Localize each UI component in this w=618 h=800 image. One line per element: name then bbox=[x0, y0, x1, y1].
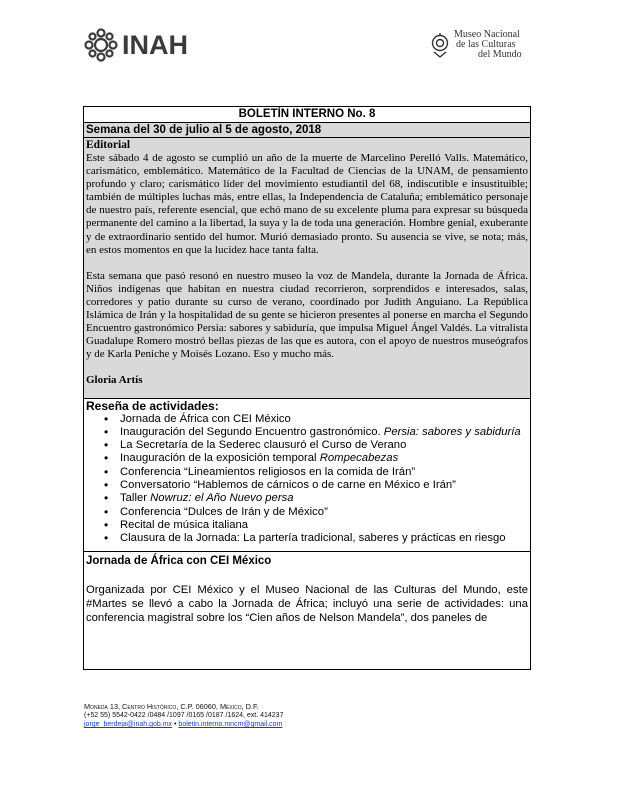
page-footer bbox=[84, 702, 283, 729]
africa-paragraph: Organizada por CEI México y el Museo Nacional de las Culturas del Mundo, este #Martes se llevó a cabo la Jornada de África; incluyó una serie de actividades: una conferencia magistral sobre los “Cien años de Nelson Mandela”, dos paneles de bbox=[86, 584, 528, 624]
activity-item: • Taller Nowruz: el Año Nuevo persa bbox=[108, 492, 528, 505]
activity-item: • Conferencia “Dulces de Irán y de México” bbox=[108, 506, 528, 519]
activity-item: • Jornada de África con CEI México bbox=[108, 413, 528, 426]
resena-heading: Reseña de actividades: bbox=[86, 398, 219, 413]
museo-emblem-icon bbox=[430, 32, 450, 58]
editorial-paragraph-1: Este sábado 4 de agosto se cumplió un año de la muerte de Marcelino Perelló Valls. Matemático, carismático, emblemático. Matemático de la Facultad de Ciencias de la UNAM, de pensamiento profundo y claro; carismático líder del movimiento estudiantil del 68, indiscutible e insustituible; también de múltiples luchas más, entre ellas, la Independencia de Cataluña; emblemático personaje de nuestro país, referente esencial, que echó mano de su excelente pluma para expresar su búsqueda permanente del camino a la libertad, la suya y la de toda una generación. Hombre genial, exuberante y de extraordinario sentido del humor. Murió demasiado pronto. Su ausencia se vive, se nota; más, en estos momentos en que la lucidez hace tanta falta. bbox=[86, 152, 528, 256]
activity-item: • Inauguración de la exposición temporal Rompecabezas bbox=[108, 452, 528, 465]
footer-separator: • bbox=[174, 721, 177, 728]
footer-phones: (+52 55) 5542-0422 /0484 /1097 /0165 /0187 /1624, ext. 414237 bbox=[84, 712, 284, 719]
activity-item: • La Secretaría de la Sederec clausuró el Curso de Verano bbox=[108, 439, 528, 452]
museo-line-1: Museo Nacional bbox=[454, 29, 520, 40]
footer-address: Moneda 13, Centro Histórico, C.P. 06060, México, D.F. bbox=[84, 702, 259, 711]
activity-item: • Inauguración del Segundo Encuentro gastronómico. Persia: sabores y sabiduría bbox=[108, 426, 528, 439]
activity-list bbox=[86, 413, 528, 546]
museo-line-2: de las Culturas bbox=[456, 39, 516, 50]
museo-logo bbox=[430, 30, 522, 60]
editorial-heading: Editorial bbox=[86, 139, 131, 151]
inah-emblem-icon bbox=[84, 28, 118, 62]
editorial-paragraph-2: Esta semana que pasó resonó en nuestro museo la voz de Mandela, durante la Jornada de África. Niños indígenas que habitan en nuestra ciudad recorrieron, sorprendidos e interesados, salas, corredores y patio durante su curso de verano, coordinado por Judith Anguiano. La República Islámica de Irán y la hospitalidad de su gente se hicieron presentes al ponerse en marcha el Segundo Encuentro gastronómico Persia: sabores y sabiduría, que impulsa Miguel Ángel Valdés. La vitralista Guadalupe Romero mostró bellas piezas de las que es autora, con el apoyo de nuestros museógrafos y de Karla Peniche y Moisés Lozano. Eso y mucho más. bbox=[86, 269, 528, 361]
editorial-section bbox=[84, 138, 530, 399]
bulletin-title: BOLETÍN INTERNO No. 8 bbox=[84, 107, 530, 123]
footer-email-link[interactable]: jorge_berdeja@inah.gob.mx bbox=[84, 721, 173, 728]
inah-logo bbox=[84, 28, 188, 62]
resena-section bbox=[84, 399, 530, 553]
activity-item: • Clausura de la Jornada: La partería tradicional, saberes y prácticas en riesgo bbox=[108, 532, 528, 545]
museo-line-3: del Mundo bbox=[478, 49, 522, 60]
activity-item: • Recital de música italiana bbox=[108, 519, 528, 532]
bulletin-table bbox=[83, 106, 531, 670]
museo-wordmark bbox=[454, 30, 522, 60]
inah-wordmark: INAH bbox=[122, 29, 188, 60]
bulletin-week: Semana del 30 de julio al 5 de agosto, 2018 bbox=[84, 123, 530, 138]
activity-item: • Conferencia “Lineamientos religiosos en la comida de Irán” bbox=[108, 466, 528, 479]
activity-item: • Conversatorio “Hablemos de cárnicos o de carne en México e Irán” bbox=[108, 479, 528, 492]
editorial-signature: Gloria Artís bbox=[86, 374, 143, 387]
footer-bulletin-email-link[interactable]: boletin.interno.mncm@gmail.com bbox=[178, 721, 283, 728]
footer-contacts bbox=[84, 720, 283, 729]
africa-section bbox=[84, 552, 530, 669]
africa-heading: Jornada de África con CEI México bbox=[86, 555, 272, 568]
